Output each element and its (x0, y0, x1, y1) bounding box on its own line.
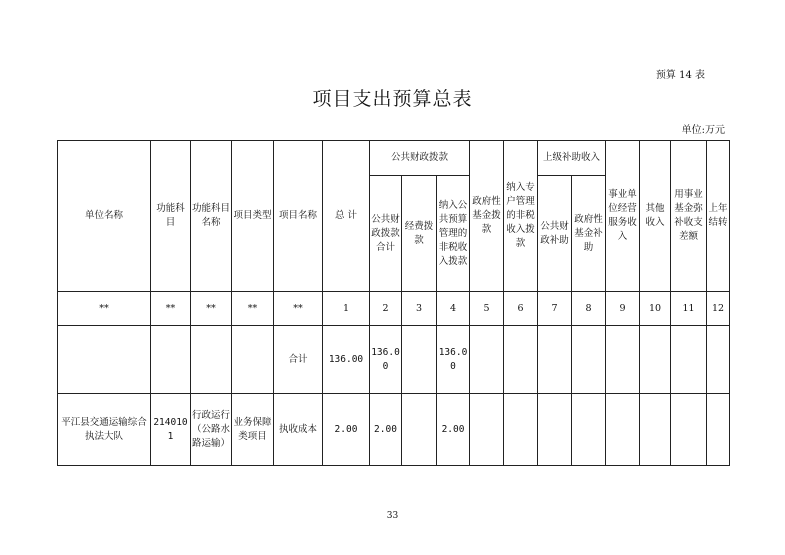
index-cell: 1 (323, 292, 370, 326)
header-public-finance: 公共财政拨款 (370, 141, 470, 176)
header-public-budget-nontax: 纳入公共预算管理的非税收入拨款 (437, 176, 470, 292)
header-gov-fund: 政府性基金拨款 (470, 141, 504, 292)
summary-public-finance-total: 136.00 (370, 326, 402, 394)
row-func-subject: 2140101 (151, 394, 191, 466)
header-operating-funds: 经费拨款 (402, 176, 437, 292)
index-cell: ** (232, 292, 274, 326)
table-row (58, 394, 730, 466)
header-gov-fund-subsidy: 政府性基金补助 (572, 176, 606, 292)
budget-table (57, 140, 730, 466)
index-cell: 8 (572, 292, 606, 326)
index-cell: 6 (504, 292, 538, 326)
table-number-label: 预算 14 表 (655, 70, 705, 81)
header-last-year-carry: 上年结转 (707, 141, 730, 292)
header-superior-subsidy: 上级补助收入 (538, 141, 606, 176)
row-public-finance-total: 2.00 (370, 394, 402, 466)
index-cell: 3 (402, 292, 437, 326)
summary-row (58, 326, 730, 394)
header-public-finance-total: 公共财政拨款合计 (370, 176, 402, 292)
index-row (58, 292, 730, 326)
header-special-nontax: 纳入专户管理的非税收入拨款 (504, 141, 538, 292)
header-business-income: 事业单位经营服务收入 (606, 141, 640, 292)
index-cell: 9 (606, 292, 640, 326)
index-cell: 11 (671, 292, 707, 326)
row-func-subject-name: 行政运行（公路水路运输） (191, 394, 232, 466)
index-cell: ** (274, 292, 323, 326)
row-unit-name: 平江县交通运输综合执法大队 (58, 394, 151, 466)
page-number: 33 (386, 511, 399, 521)
header-business-fund-gap: 用事业基金弥补收支差额 (671, 141, 707, 292)
index-cell: 5 (470, 292, 504, 326)
row-project-name: 执收成本 (274, 394, 323, 466)
page-title: 项目支出预算总表 (312, 88, 473, 110)
unit-label: 单位:万元 (681, 125, 725, 136)
header-func-subject-name: 功能科目名称 (191, 141, 232, 292)
index-cell: 10 (640, 292, 671, 326)
header-total: 总 计 (323, 141, 370, 292)
header-project-type: 项目类型 (232, 141, 274, 292)
header-public-finance-subsidy: 公共财政补助 (538, 176, 572, 292)
row-project-type: 业务保障类项目 (232, 394, 274, 466)
row-total: 2.00 (323, 394, 370, 466)
summary-public-budget-nontax: 136.00 (437, 326, 470, 394)
index-cell: ** (191, 292, 232, 326)
index-cell: 4 (437, 292, 470, 326)
index-cell: 2 (370, 292, 402, 326)
index-cell: ** (151, 292, 191, 326)
summary-label: 合计 (274, 326, 323, 394)
index-cell: 12 (707, 292, 730, 326)
header-other-income: 其他收入 (640, 141, 671, 292)
index-cell: ** (58, 292, 151, 326)
summary-total: 136.00 (323, 326, 370, 394)
header-unit-name: 单位名称 (58, 141, 151, 292)
header-func-subject: 功能科目 (151, 141, 191, 292)
index-cell: 7 (538, 292, 572, 326)
row-public-budget-nontax: 2.00 (437, 394, 470, 466)
header-project-name: 项目名称 (274, 141, 323, 292)
